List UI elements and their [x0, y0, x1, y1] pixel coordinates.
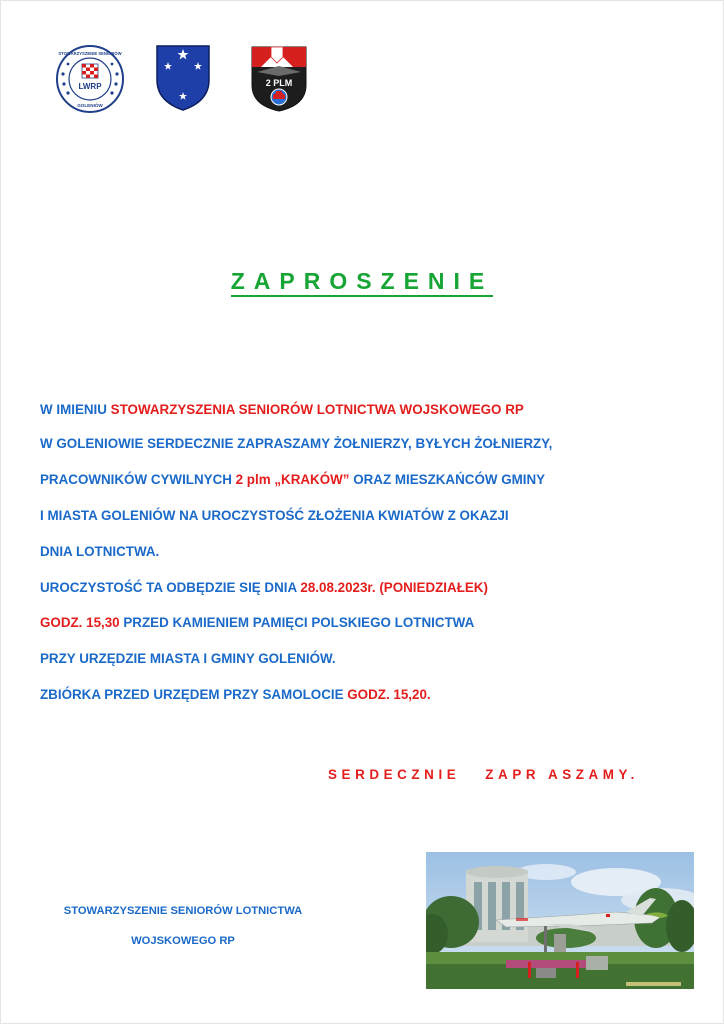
body-line-1-a: W IMIENIU: [40, 402, 111, 417]
invitation-title: [0, 268, 724, 295]
body-line-3-c: ORAZ MIESZKAŃCÓW GMINY: [349, 472, 546, 487]
body-line-3: [40, 472, 545, 487]
organization-name-line-2: WOJSKOWEGO RP: [131, 935, 235, 947]
body-line-1: [40, 402, 524, 417]
body-line-7: [40, 615, 474, 630]
body-line-4: I MIASTA GOLENIÓW NA UROCZYSTOŚĆ ZŁOŻENIA KWIATÓW Z OKAZJI: [40, 508, 509, 523]
body-line-9: [40, 687, 431, 702]
body-line-3-a: PRACOWNIKÓW CYWILNYCH: [40, 472, 236, 487]
event-date-text: 28.08.2023r. (PONIEDZIAŁEK): [300, 580, 488, 595]
body-line-6-a: UROCZYSTOŚĆ TA ODBĘDZIE SIĘ DNIA: [40, 580, 301, 595]
association-name-text: STOWARZYSZENIA SENIORÓW LOTNICTWA WOJSKOWEGO RP: [110, 402, 524, 417]
body-line-9-a: ZBIÓRKA PRZED URZĘDEM PRZY SAMOLOCIE: [40, 687, 348, 702]
event-time-text: GODZ. 15,30: [40, 615, 120, 630]
goleniow-coat-of-arms-icon: [155, 44, 211, 112]
lwrp-center-text: LWRP: [78, 82, 102, 91]
body-line-2: W GOLENIOWIE SERDECZNIE ZAPRASZAMY ŻOŁNIERZY, BYŁYCH ŻOŁNIERZY,: [40, 436, 553, 451]
aircraft-monument-photo: [426, 852, 694, 989]
lwrp-seal-icon: [54, 44, 126, 114]
2plm-badge-text: 2 PLM: [265, 78, 293, 88]
closing-text: SERDECZNIE ZAPR ASZAMY.: [328, 767, 639, 782]
lwrp-ring-text: STOWARZYSZENIE SENIORÓW: [58, 51, 122, 56]
invitation-title-text: ZAPROSZENIE: [231, 268, 494, 297]
body-line-5: DNIA LOTNICTWA.: [40, 544, 160, 559]
lwrp-bottom-text: GOLENIÓW: [77, 103, 103, 108]
body-line-7-b: PRZED KAMIENIEM PAMIĘCI POLSKIEGO LOTNICTWA: [119, 615, 475, 630]
regiment-name-text: 2 plm „KRAKÓW”: [235, 472, 350, 487]
organization-name-line-1: STOWARZYSZENIE SENIORÓW LOTNICTWA: [63, 905, 303, 917]
body-line-8: PRZY URZĘDZIE MIASTA I GMINY GOLENIÓW.: [40, 651, 336, 666]
2plm-badge-icon: [249, 45, 309, 113]
gathering-time-text: GODZ. 15,20.: [347, 687, 431, 702]
body-line-6: [40, 580, 488, 595]
